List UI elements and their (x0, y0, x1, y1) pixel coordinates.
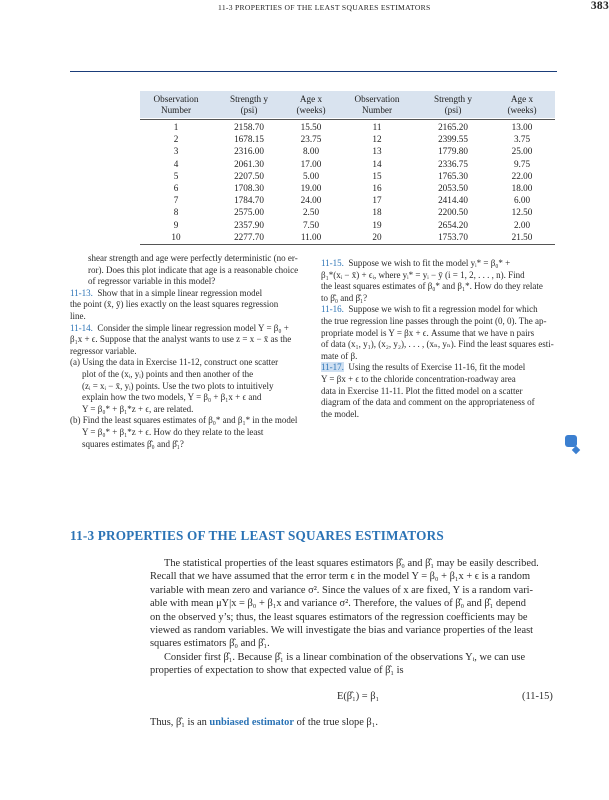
table-bottom-rule (140, 244, 555, 245)
text-fragment: Thus, β̂₁ is an (150, 717, 210, 728)
text-line: β₁*(xᵢ − x̄) + ϵᵢ, where yᵢ* = yᵢ − ȳ (i = 1, 2, . . . , n). Find (321, 269, 525, 280)
table-cell: 18 (372, 207, 382, 218)
text-line: Recall that we have assumed that the error term ϵ in the model Y = β₀ + β₁x + ϵ is a random (150, 571, 531, 583)
text-line: the least squares estimates of β₀* and β₁*. How do they relate (321, 281, 543, 292)
exercise-11-13 (70, 288, 307, 300)
exercise-11-16 (321, 304, 557, 316)
table-cell: 23.75 (300, 134, 322, 145)
text-line: Consider first β̂₁. Because β̂₁ is a linear combination of the observations Yᵢ, we can use (164, 651, 526, 663)
exercise-number[interactable]: 11-16. (321, 304, 344, 315)
table-cell: 15.50 (300, 122, 322, 132)
table-cell: 1753.70 (438, 231, 468, 242)
exercise-number[interactable]: 11-13. (70, 287, 93, 298)
table-cell: 4 (173, 158, 179, 169)
table-cell: 8.00 (302, 146, 320, 157)
text-line: squares estimators β̂₀ and β̂₁. (150, 638, 270, 650)
header-rule (70, 71, 557, 72)
table-cell: 8 (173, 207, 179, 218)
table-cell: 3 (173, 146, 179, 157)
text-line: the model. (321, 408, 359, 419)
column-header-line1: Strength y (229, 94, 269, 104)
table-cell: 24.00 (300, 195, 322, 206)
text-line: squares estimates β̂₀ and β̂₁? (82, 438, 184, 449)
table-cell: 12.50 (511, 207, 533, 218)
text-line: ror). Does this plot indicate that age is a reasonable choice (88, 264, 299, 275)
text-line: data in Exercise 11-11. Plot the fitted model on a scatter (321, 385, 523, 396)
table-cell: 2.50 (302, 207, 320, 218)
text-line: propriate model is Y = βx + ϵ. Assume that we have n pairs (321, 327, 535, 338)
text-line: of regressor variable in this model? (88, 276, 216, 287)
text-fragment: of the true slope β₁. (294, 717, 378, 728)
table-cell: 19 (372, 219, 382, 230)
table-cell: 17 (372, 195, 382, 206)
table-cell: 1779.80 (438, 146, 468, 157)
text-line: (a) Using the data in Exercise 11-12, construct one scatter (70, 357, 279, 368)
text-line: the point (x̄, ȳ) lies exactly on the least squares regression (70, 299, 279, 310)
table-cell: 1 (173, 122, 179, 132)
text-line: diagram of the data and comment on the appropriateness of (321, 397, 535, 408)
column-header (337, 94, 417, 116)
text-line: Y = β₀* + β₁*z + ϵ, are related. (82, 403, 194, 414)
note-marker-pointer-icon (572, 446, 580, 454)
table-cell: 10 (171, 231, 181, 242)
text-line: explain how the two models, Y = β₀ + β₁x + ϵ and (82, 392, 262, 403)
text-line: Y = βx + ϵ to the chloride concentration-roadway area (321, 373, 516, 384)
column-header (413, 94, 493, 116)
text-line: able with mean μY|x = β₀ + β₁x and variance σ². Therefore, the values of β̂₀ and β̂₁ depend (150, 598, 526, 610)
table-cell: 1678.15 (234, 134, 264, 145)
text-line: Suppose we wish to fit the model yᵢ* = β₀* + (348, 258, 511, 268)
exercise-11-17 (321, 362, 557, 374)
table-cell: 3.75 (513, 134, 531, 145)
column-header-line1: Strength y (433, 94, 473, 104)
table-header (140, 91, 555, 118)
text-line: (b) Find the least squares estimates of β₀* and β₁* in the model (70, 415, 298, 426)
exercise-number[interactable]: 11-15. (321, 258, 344, 268)
table-cell: 20 (372, 231, 382, 242)
table-cell: 2399.55 (438, 134, 468, 145)
table-cell: 6.00 (513, 195, 531, 206)
text-line: on the observed y’s; thus, the least squares estimators of the regression coefficients may be (150, 611, 528, 623)
table-cell: 7.50 (302, 219, 320, 230)
table-cell: 9.75 (513, 158, 531, 169)
table-cell: 9 (173, 219, 179, 230)
table-cell: 11 (372, 122, 382, 132)
column-header-line1: Observation (354, 94, 400, 104)
conclusion-line (150, 716, 560, 729)
text-line: Consider the simple linear regression model Y = β₀ + (97, 322, 289, 333)
right-column (321, 258, 557, 420)
text-line: The statistical properties of the least squares estimators β̂₀ and β̂₁ may be easily described. (164, 558, 539, 569)
column-header (136, 94, 216, 116)
exercise-number-highlighted[interactable]: 11-17. (321, 362, 344, 373)
table-cell: 21.50 (511, 231, 533, 242)
left-column (70, 253, 307, 450)
text-line: Y = β₀* + β₁*z + ϵ. How do they relate to the least (82, 426, 264, 437)
table-cell: 5.00 (302, 170, 320, 181)
text-line: variable with mean zero and variance σ². Since the values of x are fixed, Y is a random vari- (150, 584, 534, 596)
section-heading: 11-3 PROPERTIES OF THE LEAST SQUARES ESTIMATORS (70, 528, 444, 543)
table-cell: 2 (173, 134, 179, 145)
column-header-line2: (psi) (240, 105, 258, 115)
exercise-11-14 (70, 323, 307, 335)
text-line: shear strength and age were perfectly deterministic (no er- (88, 253, 298, 263)
table-cell: 17.00 (300, 158, 322, 169)
exercise-11-15 (321, 258, 557, 270)
page-number: 383 (590, 0, 609, 12)
section-body (150, 557, 560, 678)
equation: E(β̂₁) = β₁ (337, 691, 380, 702)
column-header (482, 94, 562, 116)
text-line: to β̂₀ and β̂₁? (321, 292, 368, 303)
table-cell: 13 (372, 146, 382, 157)
table-cell: 11.00 (300, 231, 322, 242)
table-cell: 7 (173, 195, 179, 206)
column-header-line2: (weeks) (507, 105, 537, 115)
table-cell: 2165.20 (438, 122, 468, 132)
table-cell: 14 (372, 158, 382, 169)
text-line: β₁x + ϵ. Suppose that the analyst wants to use z = x − x̄ as the (70, 334, 292, 345)
column-header-line1: Age x (510, 94, 534, 104)
table-cell: 1765.30 (438, 170, 468, 181)
table-cell: 2575.00 (234, 207, 264, 218)
table-cell: 2336.75 (438, 158, 468, 169)
text-line: regressor variable. (70, 345, 137, 356)
text-line: Suppose we wish to fit a regression model for which (348, 304, 538, 315)
text-line: line. (70, 310, 86, 321)
table-cell: 12 (372, 134, 382, 145)
table-cell: 2316.00 (234, 146, 264, 157)
text-line: Show that in a simple linear regression model (97, 287, 263, 298)
text-line: properties of expectation to show that expected value of β̂₁ is (150, 665, 404, 677)
table-cell: 22.00 (511, 170, 533, 181)
table-cell: 15 (372, 170, 382, 181)
table-cell: 2654.20 (438, 219, 468, 230)
running-title: 11-3 PROPERTIES OF THE LEAST SQUARES ESTIMATORS (218, 3, 431, 12)
text-line: Using the results of Exercise 11-16, fit the model (348, 362, 526, 373)
table-cell: 2061.30 (234, 158, 264, 169)
table-cell: 6 (173, 183, 179, 193)
term-link[interactable]: unbiased estimator (209, 717, 294, 728)
table-cell: 25.00 (511, 146, 533, 157)
table-cell: 1784.70 (234, 195, 264, 206)
table-cell: 18.00 (511, 183, 533, 193)
text-line: mate of β. (321, 350, 358, 361)
column-header-line2: (psi) (444, 105, 462, 115)
table-cell: 2200.50 (438, 207, 468, 218)
text-line: plot of the (xᵢ, yᵢ) points and then another of the (82, 368, 254, 379)
text-line: of data (x₁, y₁), (x₂, y₂), . . . , (xₙ, yₙ). Find the least squares esti- (321, 339, 554, 350)
table-header-rule (140, 119, 555, 120)
table-cell: 2158.70 (234, 122, 264, 132)
table-cell: 2053.50 (438, 183, 468, 193)
column-header-line2: Number (361, 105, 393, 115)
text-line: (zᵢ = xᵢ − x̄, yᵢ) points. Use the two plots to intuitively (82, 380, 274, 391)
column-header-line2: Number (160, 105, 192, 115)
table-cell: 19.00 (300, 183, 322, 193)
table-cell: 2277.70 (234, 231, 264, 242)
table-cell: 16 (372, 183, 382, 193)
exercise-number[interactable]: 11-14. (70, 322, 93, 333)
table-cell: 2414.40 (438, 195, 468, 206)
text-line: viewed as random variables. We will investigate the bias and variance properties of the least (150, 625, 534, 637)
table-cell: 13.00 (511, 122, 533, 132)
table-cell: 2207.50 (234, 170, 264, 181)
table-cell: 2.00 (513, 219, 531, 230)
table-cell: 1708.30 (234, 183, 264, 193)
table-cell: 2357.90 (234, 219, 264, 230)
equation-number: (11-15) (522, 691, 553, 702)
table-cell: 5 (173, 170, 179, 181)
column-header-line2: (weeks) (296, 105, 326, 115)
text-line: the true regression line passes through the point (0, 0). The ap- (321, 315, 547, 326)
column-header-line1: Observation (153, 94, 199, 104)
column-header-line1: Age x (299, 94, 323, 104)
